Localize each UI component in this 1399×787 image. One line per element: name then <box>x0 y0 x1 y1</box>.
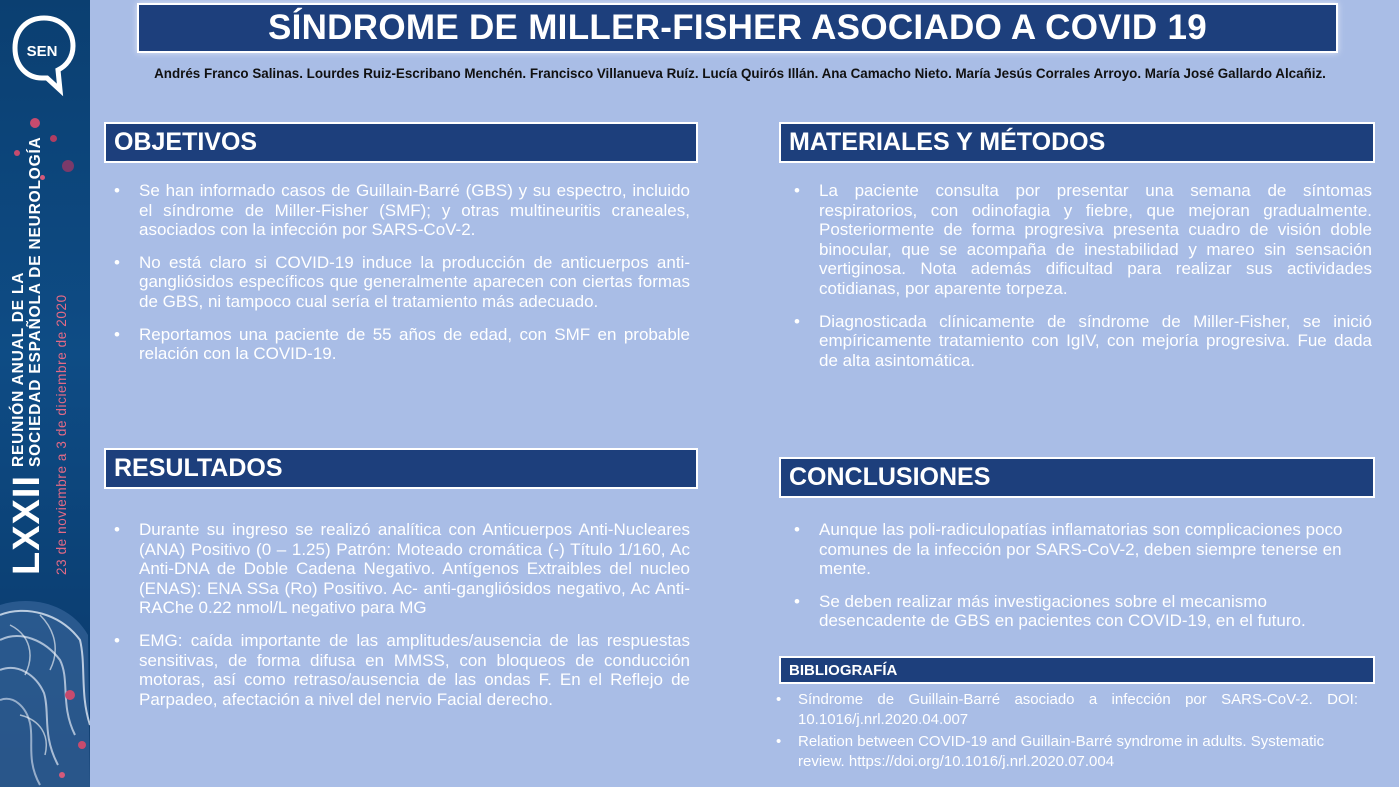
conclusiones-section <box>792 520 1362 644</box>
congress-line-2: SOCIEDAD ESPAÑOLA DE NEUROLOGÍA <box>27 136 44 467</box>
list-item: • Relation between COVID-19 and Guillain-Barré syndrome in adults. Systematic review. https://doi.org/10.1016/j.nrl.2020.07.004 <box>774 732 1358 771</box>
objetivos-section <box>112 181 690 377</box>
list-item: • Durante su ingreso se realizó analítica con Anticuerpos Anti-Nucleares (ANA) Positivo (0 – 1.25) Patrón: Moteado cromática (-) Título 1/160, Ac Anti-DNA de Doble Cadena Negativo. Antígenos Extraibles del nucleo (ENAS): ENA SSa (Ro) Positivo. Ac- anti-gangliósidos negativo, Ac Anti-RAChe 0.22 nmol/L negativo para MG <box>112 520 690 618</box>
authors-line: Andrés Franco Salinas. Lourdes Ruiz-Escribano Menchén. Francisco Villanueva Ruíz. Lucía Quirós Illán. Ana Camacho Nieto. María Jesús Corrales Arroyo. María José Gallardo Alcañiz. <box>154 66 1326 81</box>
list-item: • Reportamos una paciente de 55 años de edad, con SMF en probable relación con la COVID-19. <box>112 325 690 364</box>
congress-roman-number: LXXII <box>6 474 48 575</box>
objetivos-heading: OBJETIVOS <box>104 122 698 163</box>
list-item: • No está claro si COVID-19 induce la producción de anticuerpos anti-gangliósidos específicos que generalmente aparecen con ciertas formas de GBS, ni tampoco cual sería el tratamiento más adecuado. <box>112 253 690 312</box>
poster-title <box>137 3 1338 53</box>
congress-label <box>6 15 86 575</box>
list-item: • Se han informado casos de Guillain-Barré (GBS) y su espectro, incluido el síndrome de Miller-Fisher (SMF); y otras multineuritis craneales, asociados con la infección por SARS-CoV-2. <box>112 181 690 240</box>
logo-text: SEN <box>26 43 58 60</box>
congress-line-1: REUNIÓN ANUAL DE LA <box>10 271 27 467</box>
list-item: • La paciente consulta por presentar una semana de síntomas respiratorios, con odinofagia y fiebre, que mejoran gradualmente. Posteriormente de forma progresiva presenta cuadro de visión doble binocular, que se acompaña de inestabilidad y mareo sin sensación vertiginosa. Nota además dificultad para realizar sus actividades cotidianas, por aparente torpeza. <box>792 181 1372 299</box>
brain-illustration-icon <box>0 595 90 787</box>
list-item: • Se deben realizar más investigaciones sobre el mecanismo desencadente de GBS en pacientes con COVID-19, en el futuro. <box>792 592 1362 631</box>
materiales-section <box>792 181 1372 383</box>
list-item: • Síndrome de Guillain-Barré asociado a infección por SARS-CoV-2. DOI: 10.1016/j.nrl.2020.04.007 <box>774 690 1358 729</box>
sidebar-banner <box>0 0 90 787</box>
bibliografia-heading: BIBLIOGRAFÍA <box>779 656 1375 684</box>
materiales-heading: MATERIALES Y MÉTODOS <box>779 122 1375 163</box>
list-item: • Aunque las poli-radiculopatías inflamatorias son complicaciones poco comunes de la infección por SARS-CoV-2, deben siempre tenerse en mente. <box>792 520 1362 579</box>
poster-title-text: SÍNDROME DE MILLER-FISHER ASOCIADO A COVID 19 <box>267 8 1208 47</box>
congress-date: 23 de noviembre a 3 de diciembre de 2020 <box>54 294 69 575</box>
list-item: • Diagnosticada clínicamente de síndrome de Miller-Fisher, se inició empíricamente tratamiento con IgIV, con mejoría progresiva. Fue dada de alta asintomática. <box>792 312 1372 371</box>
list-item: • EMG: caída importante de las amplitudes/ausencia de las respuestas sensitivas, de forma difusa en MMSS, con bloqueos de conducción motoras, así como retraso/ausencia de las ondas F. En el Reflejo de Parpadeo, afectación a nivel del nervio Facial derecho. <box>112 631 690 709</box>
resultados-heading: RESULTADOS <box>104 448 698 489</box>
conclusiones-heading: CONCLUSIONES <box>779 457 1375 498</box>
resultados-section <box>112 520 690 722</box>
bibliografia-section <box>774 690 1358 774</box>
